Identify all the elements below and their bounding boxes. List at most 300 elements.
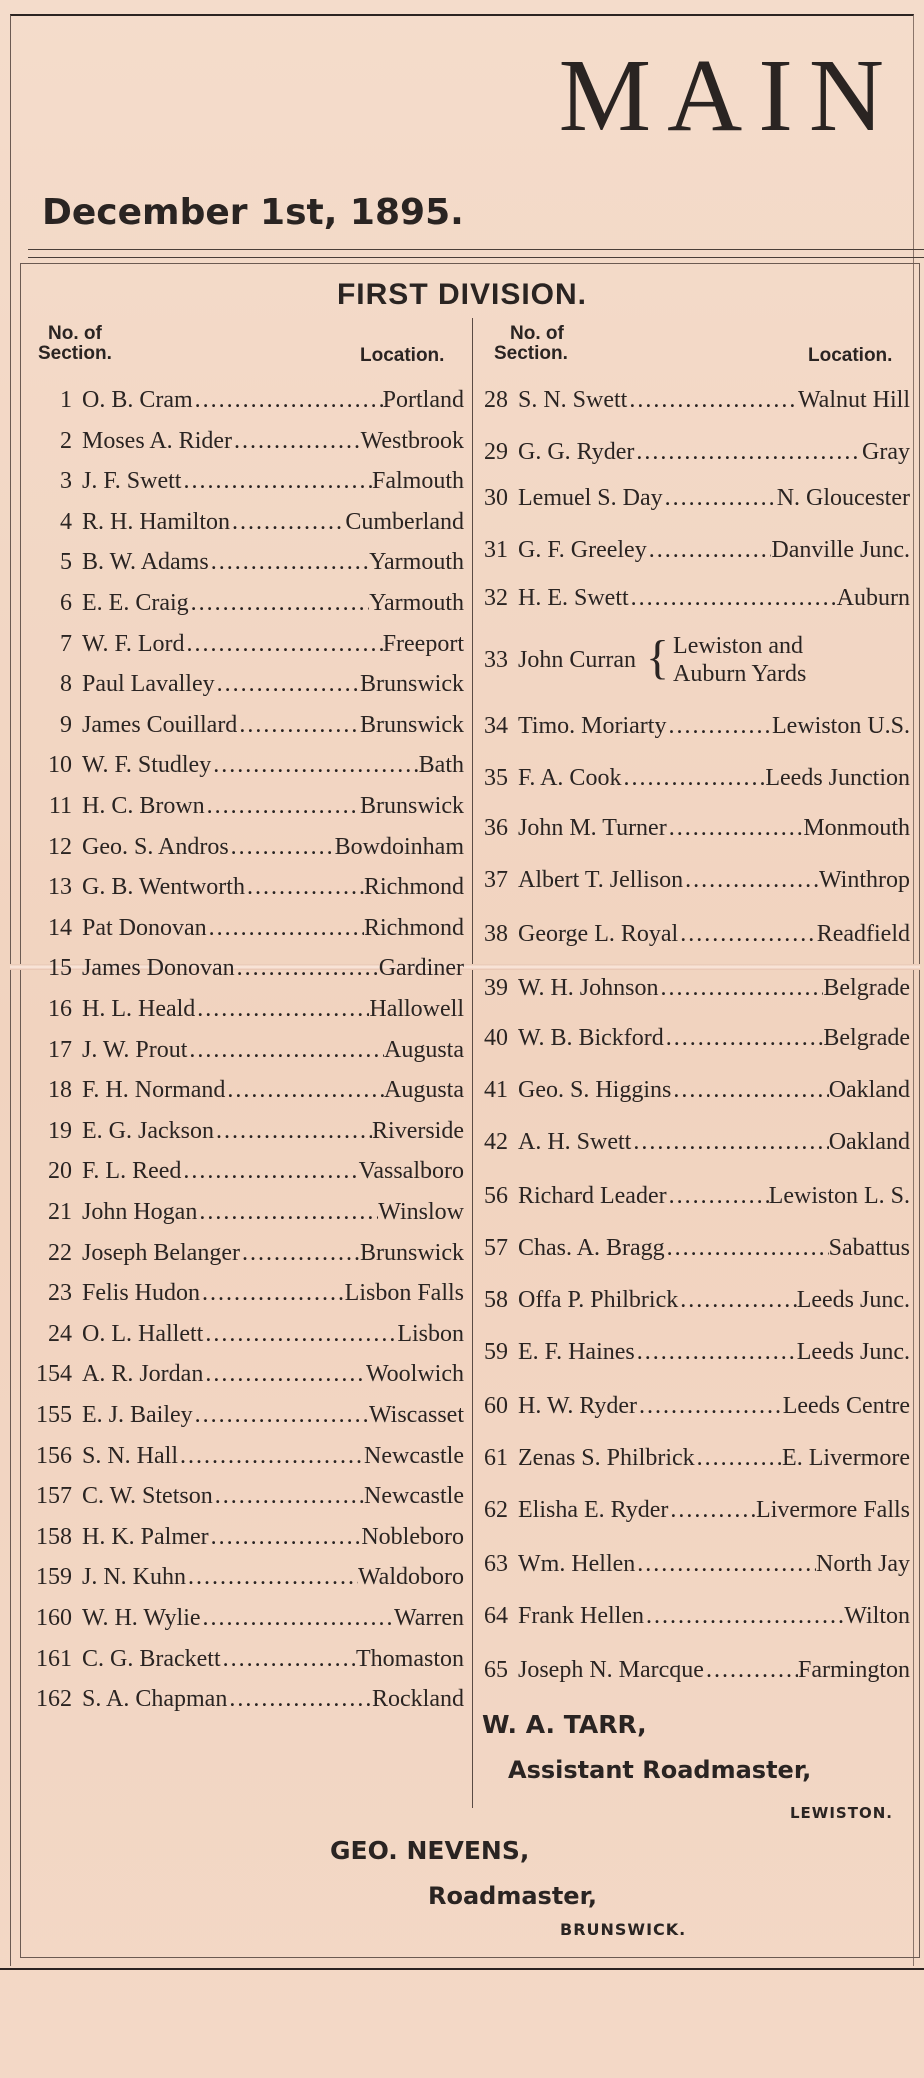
section-number: 162 — [36, 1686, 72, 1713]
list-item — [24, 908, 464, 948]
section-number: 23 — [48, 1280, 72, 1307]
leader-dots — [201, 1598, 394, 1638]
leader-dots — [235, 948, 379, 988]
leader-dots — [214, 1111, 372, 1151]
location: Winthrop — [818, 867, 910, 893]
leader-dots — [647, 530, 772, 570]
divider-rule — [28, 257, 924, 258]
list-item — [476, 1018, 910, 1058]
section-number: 42 — [484, 1129, 508, 1155]
foreman-name: Chas. A. Bragg — [518, 1235, 665, 1261]
leader-dots — [232, 421, 361, 461]
leader-dots — [203, 1314, 397, 1354]
leader-dots — [678, 914, 817, 954]
foreman-name: Geo. S. Andros — [82, 833, 229, 860]
foreman-name: S. N. Swett — [518, 387, 628, 413]
foreman-name: H. L. Heald — [82, 996, 196, 1022]
leader-dots — [240, 1233, 360, 1273]
list-item — [24, 1233, 464, 1273]
date-heading: December 1st, 1895. — [42, 192, 464, 233]
section-number: 30 — [484, 485, 508, 511]
list-item — [24, 1639, 464, 1679]
leader-dots — [181, 461, 372, 501]
leader-dots — [683, 860, 819, 900]
section-number: 57 — [484, 1235, 508, 1261]
section-number: 159 — [36, 1564, 72, 1591]
roadmaster-place: BRUNSWICK. — [560, 1920, 687, 1939]
location: Brunswick — [360, 711, 464, 738]
list-item — [24, 380, 464, 420]
leader-dots — [205, 786, 360, 826]
foreman-name: Elisha E. Ryder — [518, 1497, 669, 1523]
list-item — [24, 1111, 464, 1151]
location: Falmouth — [371, 468, 464, 495]
list-item — [24, 1598, 464, 1638]
location: Oakland — [828, 1129, 910, 1155]
leader-dots — [245, 867, 364, 907]
foreman-name: Timo. Moriarty — [518, 713, 667, 739]
foreman-name: A. R. Jordan — [82, 1361, 204, 1388]
location: Brunswick — [360, 671, 464, 698]
location: Bowdoinham — [334, 833, 464, 860]
list-item — [476, 380, 910, 420]
location: Brunswick — [360, 793, 464, 819]
list-item — [476, 1438, 910, 1478]
list-item — [24, 502, 464, 542]
bottom-rule — [0, 1968, 924, 1970]
division-heading: FIRST DIVISION. — [336, 278, 588, 311]
list-item — [24, 867, 464, 907]
list-item — [24, 948, 464, 988]
list-item — [24, 624, 464, 664]
list-item — [24, 421, 464, 461]
foreman-name: E. J. Bailey — [82, 1402, 193, 1428]
location: Lewiston U.S. — [772, 713, 910, 739]
section-number: 31 — [484, 537, 508, 563]
section-number: 29 — [484, 439, 508, 465]
location: Winslow — [378, 1199, 464, 1225]
location: Brunswick — [360, 1239, 464, 1266]
location: Augusta — [384, 1077, 464, 1104]
leader-dots — [229, 827, 335, 867]
leader-dots — [181, 1151, 358, 1191]
section-number: 3 — [60, 468, 72, 495]
section-number: 59 — [484, 1339, 508, 1365]
location: Sabattus — [828, 1235, 910, 1261]
section-number: 64 — [484, 1603, 508, 1629]
section-number: 34 — [484, 713, 508, 739]
section-number: 14 — [48, 914, 72, 941]
location: Augusta — [384, 1036, 464, 1063]
list-item — [24, 461, 464, 501]
leader-dots — [185, 624, 383, 664]
location: Yarmouth — [369, 590, 464, 616]
list-item — [476, 1122, 910, 1162]
location: Monmouth — [803, 815, 910, 841]
foreman-name: J. W. Prout — [82, 1036, 188, 1063]
section-number: 9 — [60, 711, 72, 738]
list-item — [476, 1596, 910, 1636]
leader-dots — [209, 1517, 362, 1557]
leader-dots — [200, 1273, 345, 1313]
section-number: 62 — [484, 1497, 508, 1523]
foreman-name: Paul Lavalley — [82, 671, 215, 698]
list-item — [476, 432, 910, 472]
list-item — [476, 1176, 910, 1216]
location: Richmond — [364, 914, 464, 941]
header-no-line2: Section. — [494, 343, 568, 364]
location-line2: Auburn Yards — [673, 661, 807, 687]
section-number: 13 — [48, 874, 72, 901]
location: Newcastle — [364, 1442, 464, 1469]
foreman-name: Frank Hellen — [518, 1603, 644, 1629]
location: Auburn — [836, 585, 910, 611]
foreman-name: J. F. Swett — [82, 468, 182, 495]
foreman-name: Richard Leader — [518, 1183, 667, 1209]
section-number: 40 — [484, 1025, 508, 1051]
section-number: 7 — [60, 630, 72, 657]
foreman-name: H. C. Brown — [82, 793, 205, 819]
section-number: 157 — [36, 1483, 72, 1510]
leader-dots — [678, 1280, 796, 1320]
list-item — [476, 758, 910, 798]
leader-dots — [203, 1354, 366, 1394]
foreman-name: W. B. Bickford — [518, 1025, 664, 1051]
leader-dots — [631, 1122, 828, 1162]
list-item — [24, 1273, 464, 1313]
list-item — [24, 786, 464, 826]
leader-dots — [644, 1596, 844, 1636]
list-item — [24, 1679, 464, 1719]
assistant-place: LEWISTON. — [790, 1804, 893, 1822]
location: Warren — [393, 1605, 464, 1631]
section-number: 160 — [36, 1605, 72, 1631]
list-item — [24, 1476, 464, 1516]
foreman-name: G. F. Greeley — [518, 537, 647, 563]
foreman-name: S. A. Chapman — [82, 1686, 228, 1713]
location: Leeds Junction — [765, 765, 910, 791]
foreman-name: W. F. Lord — [82, 630, 185, 657]
leader-dots — [666, 706, 772, 746]
section-number: 154 — [36, 1361, 72, 1388]
left-header-no — [38, 323, 112, 364]
foreman-name: James Couillard — [82, 711, 238, 738]
list-item — [476, 1490, 910, 1530]
leader-dots — [668, 1490, 756, 1530]
location: N. Gloucester — [776, 485, 910, 511]
list-item — [476, 1544, 910, 1584]
foreman-name: John Hogan — [82, 1199, 198, 1225]
list-item — [24, 745, 464, 785]
location: Lewiston L. S. — [768, 1183, 910, 1209]
section-number: 19 — [48, 1117, 72, 1144]
location: Lisbon Falls — [344, 1280, 464, 1307]
leader-dots — [195, 989, 369, 1029]
leader-dots — [237, 705, 360, 745]
section-number: 155 — [36, 1402, 72, 1428]
location: Gardiner — [378, 955, 464, 982]
list-item — [24, 542, 464, 582]
location: Vassalboro — [358, 1158, 464, 1185]
location: Riverside — [372, 1117, 464, 1144]
location: Lisbon — [397, 1320, 464, 1347]
foreman-name: Albert T. Jellison — [518, 867, 684, 893]
location: Hallowell — [369, 996, 464, 1022]
section-number: 60 — [484, 1393, 508, 1419]
foreman-name: B. W. Adams — [82, 549, 209, 576]
foreman-name: W. F. Studley — [82, 752, 212, 779]
location: Woolwich — [365, 1361, 464, 1388]
list-item — [24, 1314, 464, 1354]
foreman-name: John Curran — [518, 647, 636, 673]
location: Richmond — [364, 874, 464, 901]
list-item — [24, 1436, 464, 1476]
list-item — [476, 706, 910, 746]
section-number: 61 — [484, 1445, 508, 1471]
foreman-name: G. G. Ryder — [518, 439, 635, 465]
section-number: 65 — [484, 1657, 508, 1683]
foreman-name: E. F. Haines — [518, 1339, 635, 1365]
leader-dots — [665, 1228, 829, 1268]
column-divider — [472, 318, 473, 1808]
list-item — [24, 1557, 464, 1597]
list-item — [476, 1070, 910, 1110]
leader-dots — [215, 664, 360, 704]
leader-dots — [227, 1679, 372, 1719]
location: Belgrade — [823, 975, 910, 1001]
location: Gray — [862, 439, 910, 465]
leader-dots — [621, 758, 765, 798]
roadmaster-title: Roadmaster, — [428, 1882, 598, 1910]
roadmaster-name: GEO. NEVENS, — [330, 1836, 530, 1865]
location: Livermore Falls — [756, 1497, 910, 1523]
leader-dots — [189, 583, 369, 623]
section-number: 56 — [484, 1183, 508, 1209]
leader-dots — [664, 1018, 824, 1058]
location: Leeds Junc. — [796, 1287, 910, 1313]
leader-dots — [667, 808, 804, 848]
list-item — [476, 914, 910, 954]
section-number: 32 — [484, 585, 508, 611]
section-number: 1 — [60, 387, 72, 413]
list-item — [476, 1386, 910, 1426]
left-header-location: Location. — [360, 345, 445, 366]
list-item — [24, 1354, 464, 1394]
foreman-name: Pat Donovan — [82, 914, 207, 941]
location-line1: Lewiston and — [673, 633, 804, 659]
location: Waldoboro — [357, 1564, 464, 1591]
list-item — [24, 1070, 464, 1110]
leader-dots — [704, 1650, 798, 1690]
foreman-name: A. H. Swett — [518, 1129, 632, 1155]
foreman-name: Offa P. Philbrick — [518, 1287, 679, 1313]
location: Walnut Hill — [797, 387, 910, 413]
leader-dots — [667, 1176, 769, 1216]
location: Belgrade — [823, 1025, 910, 1051]
section-number: 6 — [60, 590, 72, 616]
leader-dots — [207, 908, 364, 948]
leader-dots — [193, 1395, 369, 1435]
location: E. Livermore — [782, 1445, 910, 1471]
page-title: MAIN — [558, 38, 900, 153]
foreman-name: O. B. Cram — [82, 387, 193, 413]
section-number: 8 — [60, 671, 72, 698]
foreman-name: Lemuel S. Day — [518, 485, 663, 511]
foreman-name: W. H. Johnson — [518, 975, 659, 1001]
foreman-name: Joseph N. Marcque — [518, 1657, 704, 1683]
leader-dots — [209, 542, 369, 582]
right-header-location: Location. — [808, 345, 893, 366]
section-number: 5 — [60, 549, 72, 576]
location: Farmington — [798, 1657, 910, 1683]
leader-dots — [658, 968, 823, 1008]
leader-dots — [634, 432, 862, 472]
list-item — [476, 630, 910, 690]
section-number: 11 — [48, 793, 72, 819]
location: Readfield — [816, 921, 910, 947]
section-number: 63 — [484, 1551, 508, 1577]
section-number: 37 — [484, 867, 508, 893]
section-number: 15 — [48, 955, 72, 982]
list-item — [476, 808, 910, 848]
section-number: 38 — [484, 921, 508, 947]
location: Wilton — [844, 1603, 910, 1629]
foreman-name: C. G. Brackett — [82, 1645, 221, 1672]
foreman-name: H. E. Swett — [518, 585, 629, 611]
leader-dots — [627, 380, 798, 420]
list-item — [476, 1650, 910, 1690]
location: Thomaston — [356, 1645, 464, 1672]
list-item — [24, 1395, 464, 1435]
brace-icon: { — [645, 631, 670, 684]
list-item — [24, 989, 464, 1029]
foreman-name: E. G. Jackson — [82, 1117, 214, 1144]
list-item — [24, 1517, 464, 1557]
assistant-title: Assistant Roadmaster, — [508, 1756, 812, 1784]
leader-dots — [629, 578, 837, 618]
location: Wiscasset — [368, 1402, 464, 1428]
list-item — [476, 1280, 910, 1320]
list-item — [476, 1332, 910, 1372]
list-item — [476, 478, 910, 518]
foreman-name: F. H. Normand — [82, 1077, 226, 1104]
leader-dots — [221, 1639, 356, 1679]
section-number: 22 — [48, 1239, 72, 1266]
list-item — [476, 578, 910, 618]
section-number: 158 — [36, 1523, 72, 1550]
foreman-name: C. W. Stetson — [82, 1483, 213, 1510]
list-item — [24, 1151, 464, 1191]
list-item — [476, 860, 910, 900]
leader-dots — [230, 502, 345, 542]
leader-dots — [637, 1386, 783, 1426]
location: Cumberland — [345, 508, 464, 535]
leader-dots — [635, 1332, 797, 1372]
list-item — [24, 664, 464, 704]
section-number: 20 — [48, 1158, 72, 1185]
section-number: 28 — [484, 387, 508, 413]
location: Leeds Junc. — [796, 1339, 910, 1365]
list-item — [24, 827, 464, 867]
foreman-name: H. K. Palmer — [82, 1523, 209, 1550]
list-item — [24, 1030, 464, 1070]
section-number: 10 — [48, 752, 72, 779]
foreman-name: J. N. Kuhn — [82, 1564, 187, 1591]
list-item — [24, 583, 464, 623]
leader-dots — [187, 1030, 384, 1070]
foreman-name: Moses A. Rider — [82, 427, 232, 454]
foreman-name: Zenas S. Philbrick — [518, 1445, 695, 1471]
leader-dots — [197, 1192, 378, 1232]
location: North Jay — [816, 1551, 910, 1577]
location-multi — [673, 630, 806, 690]
leader-dots — [671, 1070, 828, 1110]
leader-dots — [695, 1438, 782, 1478]
location: Yarmouth — [369, 549, 464, 576]
foreman-name: O. L. Hallett — [82, 1320, 204, 1347]
location: Danville Junc. — [771, 537, 910, 563]
right-header-no — [494, 324, 568, 364]
foreman-name: Felis Hudon — [82, 1280, 201, 1307]
header-no-line1: No. of — [48, 323, 102, 344]
section-number: 39 — [484, 975, 508, 1001]
foreman-name: S. N. Hall — [82, 1442, 178, 1469]
location: Westbrook — [360, 427, 464, 454]
leader-dots — [225, 1070, 384, 1110]
section-number: 17 — [48, 1036, 72, 1063]
foreman-name: G. B. Wentworth — [82, 874, 245, 901]
foreman-name: F. A. Cook — [518, 765, 622, 791]
section-number: 24 — [48, 1320, 72, 1347]
location: Newcastle — [364, 1483, 464, 1510]
list-item — [476, 968, 910, 1008]
list-item — [476, 1228, 910, 1268]
foreman-name: F. L. Reed — [82, 1158, 182, 1185]
leader-dots — [211, 745, 418, 785]
list-item — [24, 705, 464, 745]
location: Freeport — [382, 630, 464, 657]
location: Portland — [382, 387, 464, 413]
section-number: 156 — [36, 1442, 72, 1469]
foreman-name: R. H. Hamilton — [82, 508, 230, 535]
section-number: 33 — [484, 647, 508, 673]
location: Leeds Centre — [782, 1393, 910, 1419]
section-number: 58 — [484, 1287, 508, 1313]
leader-dots — [186, 1557, 358, 1597]
leader-dots — [193, 380, 383, 420]
foreman-name: Wm. Hellen — [518, 1551, 636, 1577]
section-number: 35 — [484, 765, 508, 791]
section-number: 41 — [484, 1077, 508, 1103]
section-number: 12 — [48, 833, 72, 860]
foreman-name: James Donovan — [82, 955, 235, 982]
foreman-name: E. E. Craig — [82, 590, 189, 616]
section-number: 4 — [60, 508, 72, 535]
foreman-name: Geo. S. Higgins — [518, 1077, 672, 1103]
leader-dots — [178, 1436, 364, 1476]
list-item — [24, 1192, 464, 1232]
section-number: 16 — [48, 996, 72, 1022]
foreman-name: W. H. Wylie — [82, 1605, 201, 1631]
leader-dots — [213, 1476, 364, 1516]
header-no-line2: Section. — [38, 343, 112, 364]
leader-dots — [635, 1544, 816, 1584]
location: Rockland — [372, 1686, 464, 1713]
leader-dots — [663, 478, 777, 518]
foreman-name: Joseph Belanger — [82, 1239, 240, 1266]
section-number: 21 — [48, 1199, 72, 1225]
location: Bath — [418, 752, 464, 779]
